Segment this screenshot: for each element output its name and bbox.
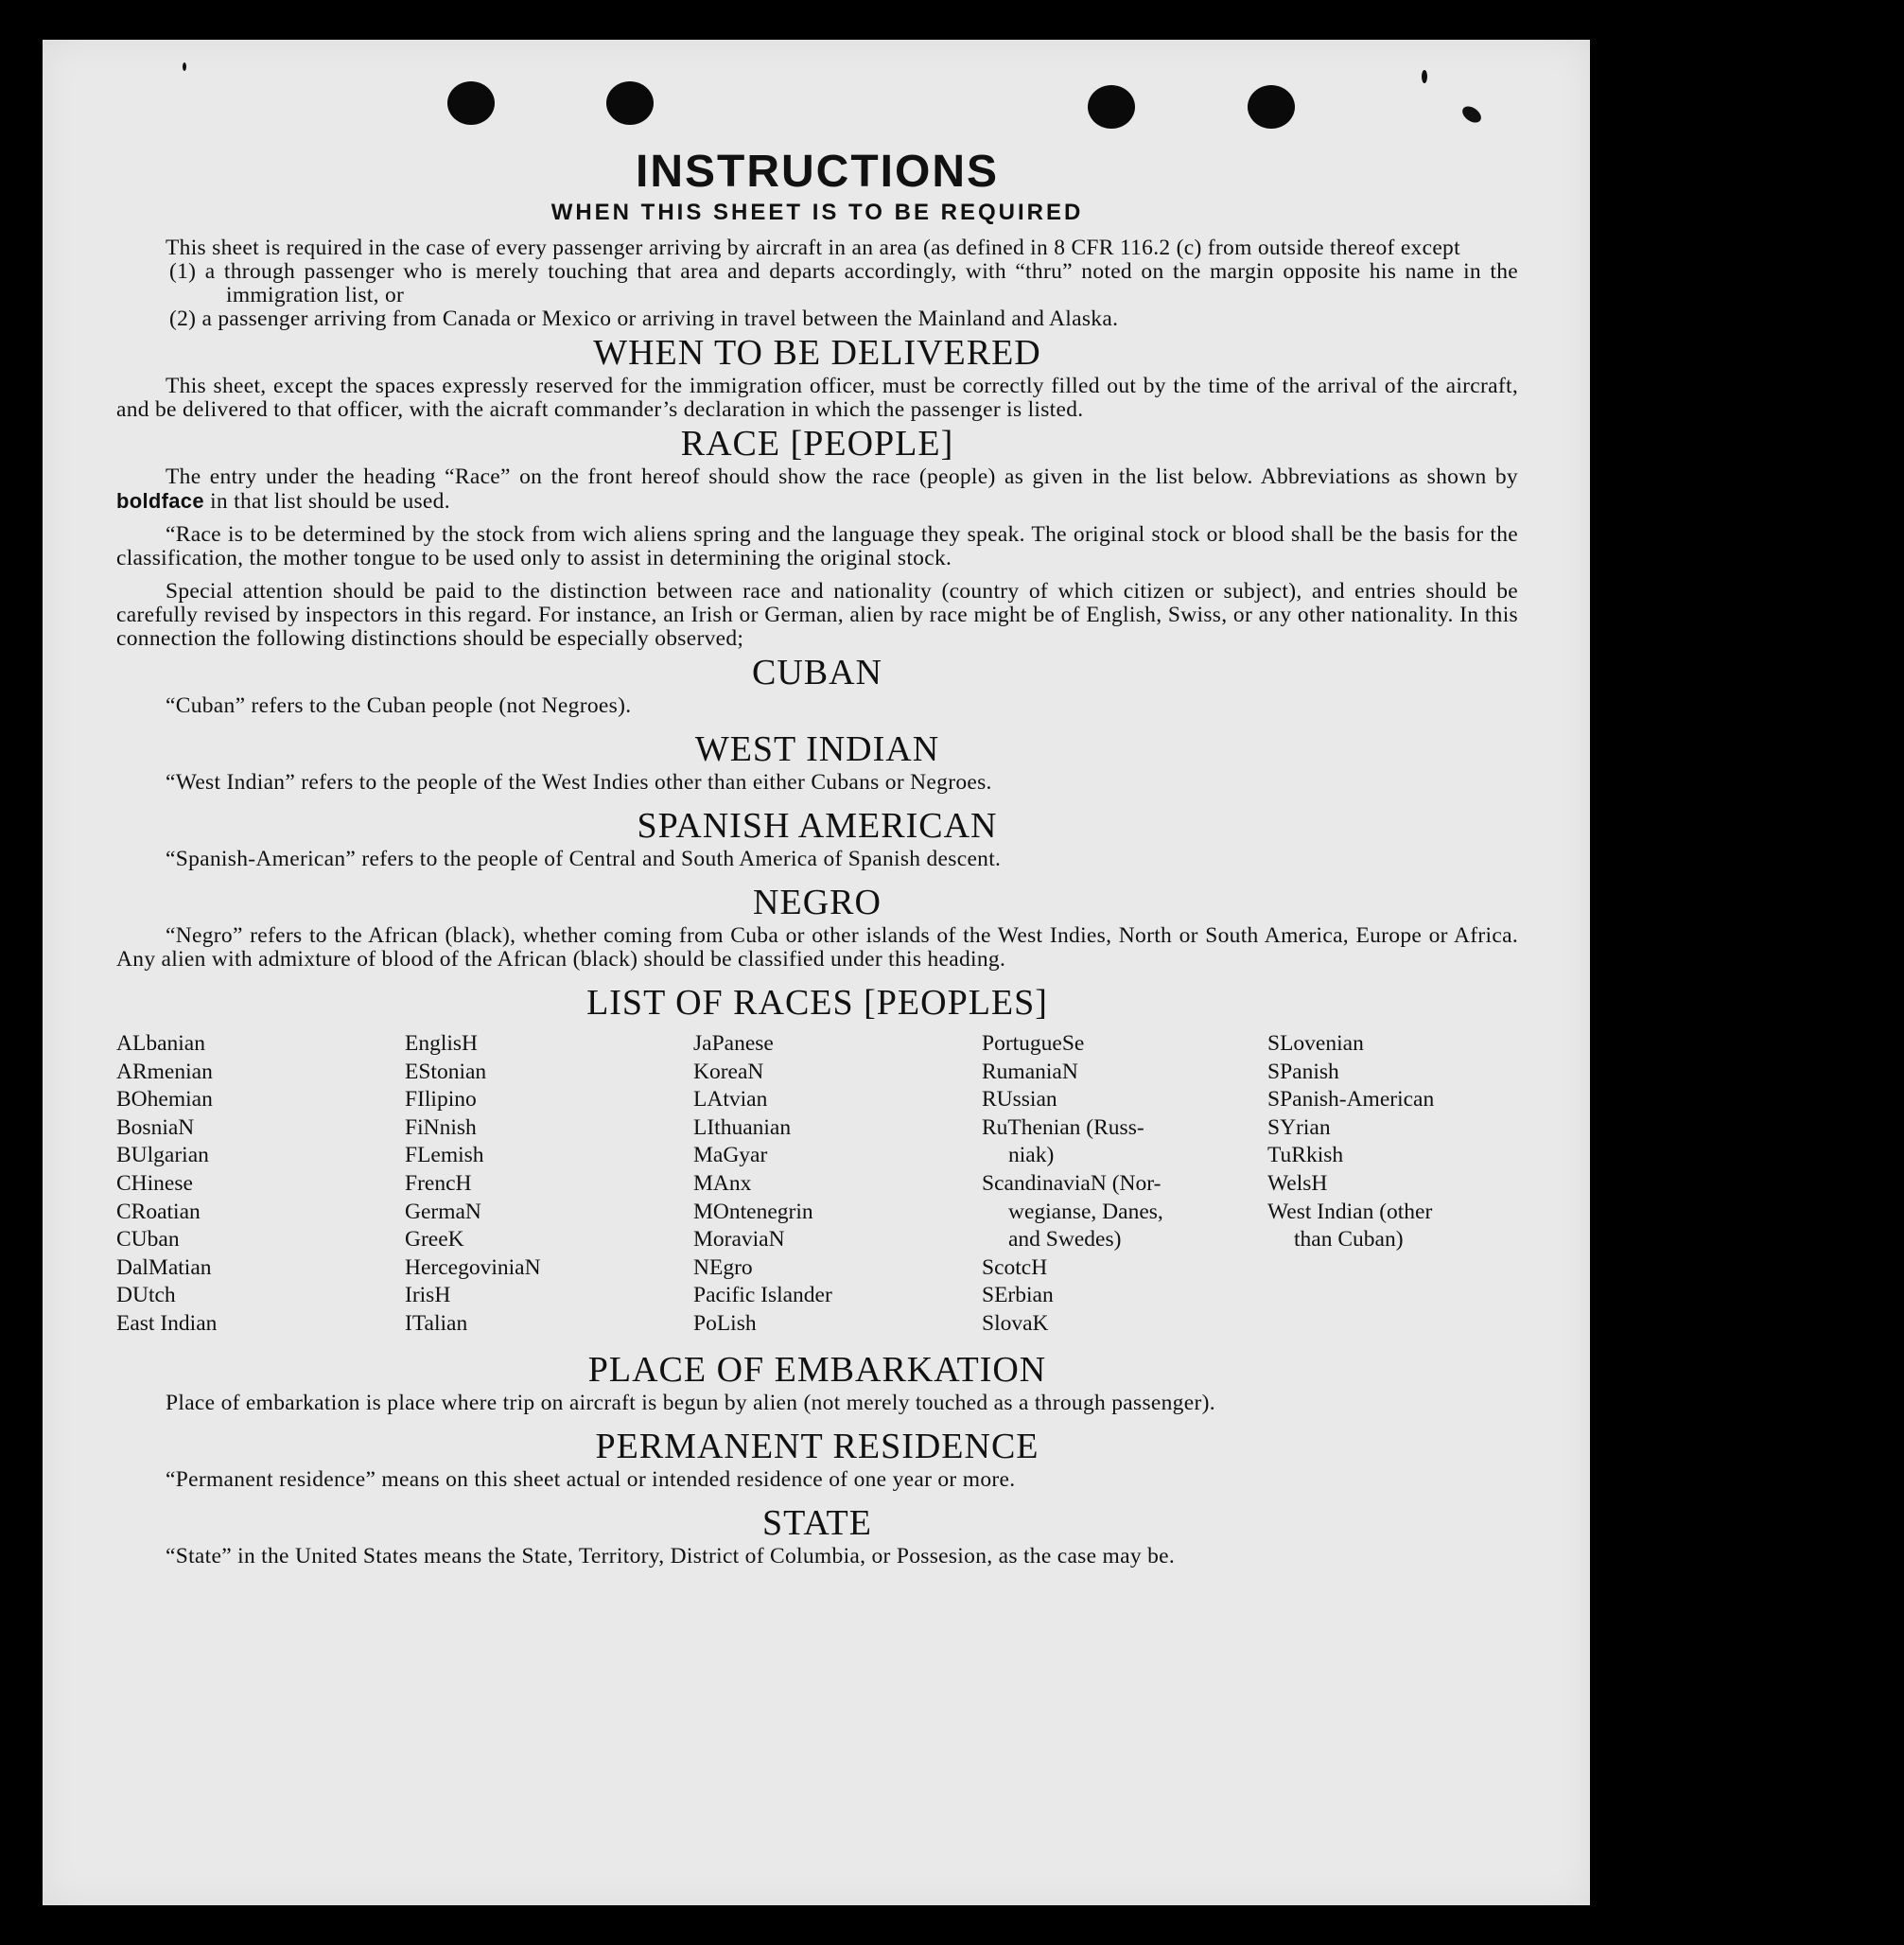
race-entry: JaPanese bbox=[693, 1031, 774, 1056]
race-entry: NEgro bbox=[693, 1254, 753, 1280]
race-entry: SErbian bbox=[982, 1283, 1054, 1308]
race-entry: EStonian bbox=[405, 1059, 487, 1084]
state-text: “State” in the United States means the State, Territory, District of Columbia, or Possesion, as the case may be. bbox=[166, 1543, 1176, 1568]
race-entry: EnglisH bbox=[405, 1031, 479, 1056]
ink-speck bbox=[183, 62, 186, 71]
punch-hole bbox=[447, 81, 495, 125]
race-entry: BOhemian bbox=[116, 1087, 213, 1113]
race-entry: WelsH bbox=[1267, 1170, 1328, 1196]
race-entry: FLemish bbox=[405, 1143, 484, 1168]
exception-item: (2) a passenger arriving from Canada or Mexico or arriving in travel between the Mainland and Alaska. bbox=[169, 307, 1119, 331]
race-entry: PoLish bbox=[693, 1310, 757, 1336]
punch-hole bbox=[606, 81, 654, 125]
race-entry: SPanish-American bbox=[1267, 1087, 1435, 1113]
page-title: INSTRUCTIONS bbox=[636, 147, 999, 197]
race-entry: and Swedes) bbox=[1008, 1227, 1122, 1253]
race-paragraph: The entry under the heading “Race” on the front hereof should show the race (people) as given in the list below. Abbreviations as shown by boldface in that list should be used. bbox=[116, 464, 1518, 514]
race-entry: West Indian (other bbox=[1267, 1199, 1433, 1224]
races-list-heading: LIST OF RACES [PEOPLES] bbox=[586, 983, 1048, 1023]
race-paragraph: Special attention should be paid to the distinction between race and nationality (country of which citizen or subject), and entries should be carefully revised by inspectors in this regard. For instance, an Irish or German, alien by race might be of English, Swiss, or any other nationality. In this connection the following distinctions should be especially observed; bbox=[116, 579, 1518, 651]
negro-text: “Negro” refers to the African (black), whether coming from Cuba or other islands of the West Indies, North or South America, Europe or Africa. Any alien with admixture of blood of the African (black) should be classified under this heading. bbox=[116, 923, 1518, 972]
race-entry: than Cuban) bbox=[1294, 1227, 1404, 1253]
race-entry: ITalian bbox=[405, 1310, 468, 1336]
residence-heading: PERMANENT RESIDENCE bbox=[595, 1426, 1039, 1466]
document-sheet bbox=[43, 40, 1590, 1905]
boldface-word: boldface bbox=[116, 489, 204, 513]
race-entry: GreeK bbox=[405, 1227, 464, 1253]
race-paragraph: “Race is to be determined by the stock from wich aliens spring and the language they speak. The original stock or blood shall be the basis for the classification, the mother tongue to be used only to assist in determining the original stock. bbox=[116, 522, 1518, 570]
races-column bbox=[405, 1030, 693, 1339]
race-entry: CRoatian bbox=[116, 1199, 201, 1224]
race-entry: BosniaN bbox=[116, 1114, 195, 1140]
race-entry: SlovaK bbox=[982, 1310, 1049, 1336]
state-heading: STATE bbox=[762, 1502, 872, 1543]
embarkation-text: Place of embarkation is place where trip on aircraft is begun by alien (not merely touched as a through passenger). bbox=[166, 1390, 1215, 1415]
race-entry: RUssian bbox=[982, 1087, 1057, 1113]
cuban-heading: CUBAN bbox=[751, 653, 883, 692]
required-heading: WHEN THIS SHEET IS TO BE REQUIRED bbox=[550, 200, 1084, 225]
punch-hole bbox=[1088, 85, 1135, 129]
race-entry: IrisH bbox=[405, 1283, 451, 1308]
cuban-text: “Cuban” refers to the Cuban people (not Negroes). bbox=[166, 693, 632, 718]
race-entry: KoreaN bbox=[693, 1059, 764, 1084]
race-entry: LAtvian bbox=[693, 1087, 768, 1113]
races-column bbox=[1267, 1030, 1518, 1339]
race-entry: MoraviaN bbox=[693, 1227, 785, 1253]
race-entry: DUtch bbox=[116, 1283, 176, 1308]
west-indian-text: “West Indian” refers to the people of the West Indies other than either Cubans or Negroes. bbox=[166, 770, 992, 795]
race-entry: ARmenian bbox=[116, 1059, 213, 1084]
race-entry: ScotcH bbox=[982, 1254, 1048, 1280]
race-entry: MOntenegrin bbox=[693, 1199, 813, 1224]
race-entry: SYrian bbox=[1267, 1114, 1331, 1140]
instructions-body bbox=[116, 146, 1518, 1568]
race-entry: East Indian bbox=[116, 1310, 218, 1336]
races-column bbox=[693, 1030, 982, 1339]
race-entry: RuThenian (Russ- bbox=[982, 1114, 1144, 1140]
race-entry: Pacific Islander bbox=[693, 1283, 832, 1308]
delivered-heading: WHEN TO BE DELIVERED bbox=[593, 333, 1041, 373]
ink-speck bbox=[1459, 103, 1484, 126]
race-entry: CHinese bbox=[116, 1170, 193, 1196]
residence-text: “Permanent residence” means on this sheet actual or intended residence of one year or more. bbox=[166, 1466, 1016, 1492]
race-entry: ScandinaviaN (Nor- bbox=[982, 1170, 1162, 1196]
race-heading: RACE [PEOPLE] bbox=[680, 424, 954, 464]
race-entry: PortugueSe bbox=[982, 1031, 1085, 1056]
race-entry: HercegoviniaN bbox=[405, 1254, 541, 1280]
race-entry: FrencH bbox=[405, 1170, 472, 1196]
embarkation-heading: PLACE OF EMBARKATION bbox=[587, 1349, 1047, 1390]
ink-speck bbox=[1422, 70, 1427, 83]
race-entry: GermaN bbox=[405, 1199, 481, 1224]
races-column bbox=[982, 1030, 1267, 1339]
delivered-text: This sheet, except the spaces expressly reserved for the immigration officer, must be correctly filled out by the time of the arrival of the aircraft, and be delivered to that officer, with the aicraft commander’s declaration in which the passenger is listed. bbox=[116, 374, 1518, 422]
races-column bbox=[116, 1030, 405, 1339]
races-table bbox=[116, 1030, 1518, 1339]
race-entry: FIlipino bbox=[405, 1087, 477, 1113]
race-entry: LIthuanian bbox=[693, 1114, 792, 1140]
race-entry: FiNnish bbox=[405, 1114, 477, 1140]
race-entry: CUban bbox=[116, 1227, 180, 1253]
negro-heading: NEGRO bbox=[753, 883, 882, 922]
race-entry: RumaniaN bbox=[982, 1059, 1078, 1084]
spanish-american-heading: SPANISH AMERICAN bbox=[637, 806, 998, 846]
west-indian-heading: WEST INDIAN bbox=[694, 729, 940, 769]
race-entry: SLovenian bbox=[1267, 1031, 1364, 1056]
race-entry: DalMatian bbox=[116, 1254, 212, 1280]
race-entry: niak) bbox=[1008, 1143, 1055, 1168]
punch-hole bbox=[1248, 85, 1295, 129]
race-entry: MAnx bbox=[693, 1170, 752, 1196]
race-entry: SPanish bbox=[1267, 1059, 1339, 1084]
race-entry: MaGyar bbox=[693, 1143, 768, 1168]
race-entry: wegianse, Danes, bbox=[1008, 1199, 1163, 1224]
race-entry: BUlgarian bbox=[116, 1143, 209, 1168]
spanish-american-text: “Spanish-American” refers to the people of Central and South America of Spanish descent. bbox=[166, 847, 1002, 871]
exception-item: (1) a through passenger who is merely touching that area and departs accordingly, with “thru” noted on the margin opposite his name in the immigration list, or bbox=[169, 259, 1518, 307]
required-intro: This sheet is required in the case of every passenger arriving by aircraft in an area (as defined in 8 CFR 116.2 (c) from outside thereof except bbox=[166, 236, 1460, 260]
race-entry: TuRkish bbox=[1267, 1143, 1344, 1168]
race-entry: ALbanian bbox=[116, 1031, 205, 1056]
